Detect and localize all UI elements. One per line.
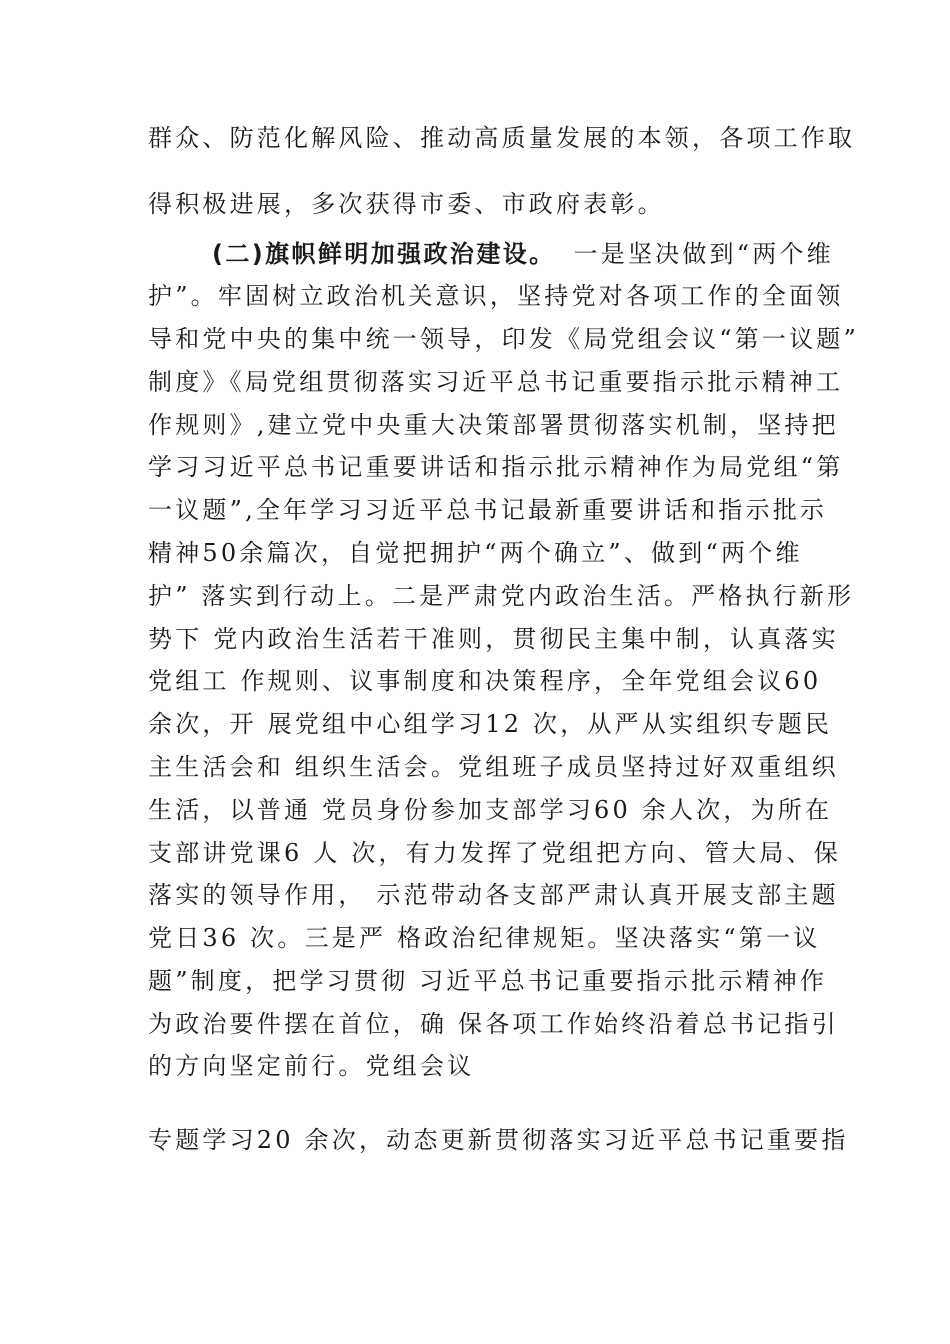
paragraph-line: 生活，以普通 党员身份参加支部学习60 余人次，为所在	[148, 796, 833, 824]
paragraph-line: 支部讲党课6 人 次，有力发挥了党组把方向、管大局、保	[148, 839, 841, 867]
paragraph-line: 党日36 次。三是严 格政治纪律规矩。坚决落实“第一议	[148, 924, 821, 952]
section-text: 一是坚决做到“两个维	[573, 240, 834, 268]
paragraph-line: 势下 党内政治生活若干准则，贯彻民主集中制，认真落实	[148, 625, 839, 653]
paragraph-line: 护” 落实到行动上。二是严肃党内政治生活。严格执行新形	[148, 582, 855, 610]
paragraph-line: 为政治要件摆在首位，确 保各项工作始终沿着总书记指引	[148, 1010, 839, 1038]
section-heading: (二)旗帜鲜明加强政治建设。	[212, 240, 556, 268]
paragraph-line: 得积极进展，多次获得市委、市政府表彰。	[148, 190, 665, 218]
paragraph-line: 主生活会和 组织生活会。党组班子成员坚持过好双重组织	[148, 753, 839, 781]
section-line	[212, 238, 892, 270]
paragraph-line: 党组工 作规则、议事制度和决策程序，全年党组会议60	[148, 667, 822, 695]
paragraph-line: 专题学习20 余次，动态更新贯彻落实习近平总书记重要指	[148, 1126, 849, 1154]
paragraph-line: 制度》《局党组贯彻落实习近平总书记重要指示批示精神工	[148, 368, 844, 396]
paragraph-line: 学习习近平总书记重要讲话和指示批示精神作为局党组“第	[148, 453, 844, 481]
paragraph-line: 题”制度，把学习贯彻 习近平总书记重要指示批示精神作	[148, 967, 828, 995]
paragraph-line: 群众、防范化解风险、推动高质量发展的本领，各项工作取	[148, 124, 856, 152]
paragraph-line: 导和党中央的集中统一领导，印发《局党组会议“第一议题”	[148, 325, 859, 353]
paragraph-line: 一议题”,全年学习习近平总书记最新重要讲话和指示批示	[148, 496, 828, 524]
paragraph-line: 精神50余篇次，自觉把拥护“两个确立”、做到“两个维	[148, 539, 803, 567]
paragraph-line: 护”。牢固树立政治机关意识，坚持党对各项工作的全面领	[148, 282, 844, 310]
paragraph-line: 作规则》,建立党中央重大决策部署贯彻落实机制，坚持把	[148, 411, 839, 439]
paragraph-line: 落实的领导作用， 示范带动各支部严肃认真开展支部主题	[148, 881, 839, 909]
paragraph-line: 余次，开 展党组中心组学习12 次，从严从实组织专题民	[148, 710, 833, 738]
paragraph-line: 的方向坚定前行。党组会议	[148, 1052, 475, 1080]
